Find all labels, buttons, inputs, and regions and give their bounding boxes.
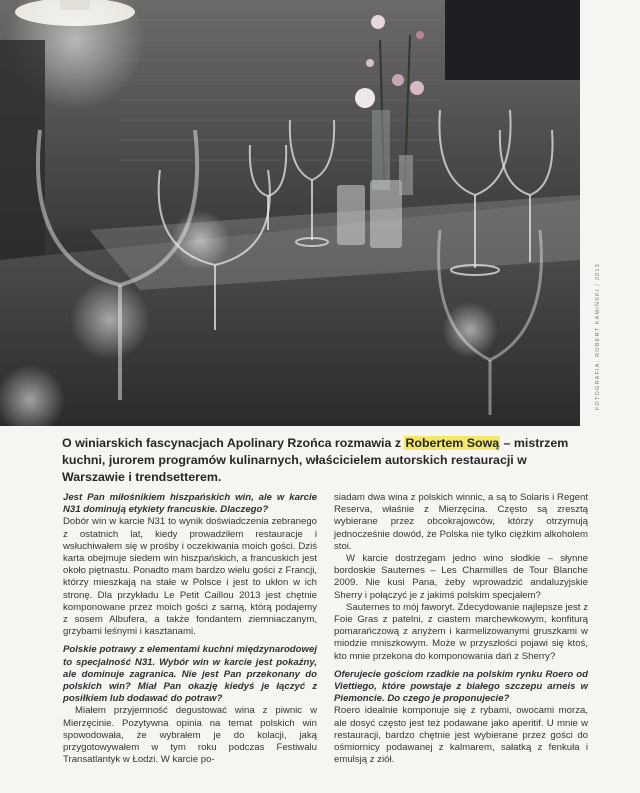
answer-3: Sauternes to mój faworyt. Zdecydowanie najlepsze jest z Foie Gras z patelni, z ciastem marchewkowym, konfiturą pomarańczową z anyżem i karmelizowanymi gruszkami w miodzie mniszkowym. Może w przyszłości pojawi się ktoś, kto mnie przekona do komponowania dań z Sherry?	[334, 601, 588, 662]
highlighted-name: Robertem Sową	[405, 436, 500, 450]
answer-2: Miałem przyjemność degustować wina z piwnic w Mierzęcinie. Pozytywna opinia na temat polskich win spowodowała, że wybrałem je do kolacji, jaką przygotowywałem w tym roku podczas Festiwalu Transatlantyk w Łodzi. W karcie po-	[63, 705, 317, 766]
article-lead	[62, 435, 582, 486]
question-3: W karcie dostrzegam jedno wino słodkie – słynne bordoskie Sauternes – Les Charmilles de Tour Blanche 2009. Nie kusi Pana, żeby wprowadzić andaluzyjskie Sherry i połączyć je z jakimś polskim specjałem?	[334, 553, 588, 601]
question-4: Oferujecie gościom rzadkie na polskim rynku Roero od Viettiego, które powstaje z białego szczepu arneis w Piemoncie. Do czego je proponujecie?	[334, 668, 588, 705]
left-column	[63, 492, 317, 766]
answer-2-continued: siadam dwa wina z polskich winnic, a są to Solaris i Regent Reserva, właśnie z Mierzęcina. Często są zresztą wybierane przez obcokrajowców, którzy otrzymują jednocześnie dowód, że Polska nie tylko ciężkim alkoholem stoi.	[334, 492, 588, 552]
lead-text-after: – mistrzem kuchni, jurorem programów kulinarnych, właścicielem autorskich restauracji w Warszawie i trendsetterem.	[62, 436, 569, 484]
answer-4: Roero idealnie komponuje się z rybami, owocami morza, ale dosyć często jest też podawane jako aperitif. U mnie w restauracji, bardzo chętnie jest wybierane przez gości do ośmiornicy podawanej z kalmarem, sałatką z fenkuła i emulsją z ziół.	[334, 705, 588, 766]
wine-glasses-illustration	[0, 0, 580, 426]
restaurant-table-photo	[0, 0, 580, 426]
lead-text-before: O winiarskich fascynacjach Apolinary Rzońca rozmawia z	[62, 436, 405, 450]
right-column	[334, 492, 588, 766]
question-2: Polskie potrawy z elementami kuchni międzynarodowej to specjalność N31. Wybór win w karcie jest pokaźny, ale dominuje zagranica. Nie jest Pan przekonany do polskich win? Miał Pan okazję kiedyś je łączyć z posiłkiem lub dodawać do potraw?	[63, 644, 317, 705]
question-1: Jest Pan miłośnikiem hiszpańskich win, ale w karcie N31 dominują etykiety francuskie. Dlaczego?	[63, 492, 317, 516]
photo-credit: FOTOGRAFIA: ROBERT KAMIŃSKI / 2013	[595, 263, 601, 410]
answer-1: Dobór win w karcie N31 to wynik doświadczenia zebranego z ostatnich lat, kiedy prowadziłem restauracje i wsłuchiwałem się w prośby i oczekiwania moich gości. Dziś karta obejmuje siedem win hiszpańskich, a francuskich jest około piętnastu. Ponadto mam bardzo wielu gości z Francji, którzy mieszkają na stałe w Polsce i jest to ukłon w ich stronę. Dla przykładu Le Petit Caillou 2013 jest chętnie komponowane przez moich gości z sarną, którą podajemy z sosem Albufera, a także fondantem ziemniaczanym, grzybami leśnymi i kasztanami.	[63, 516, 317, 638]
